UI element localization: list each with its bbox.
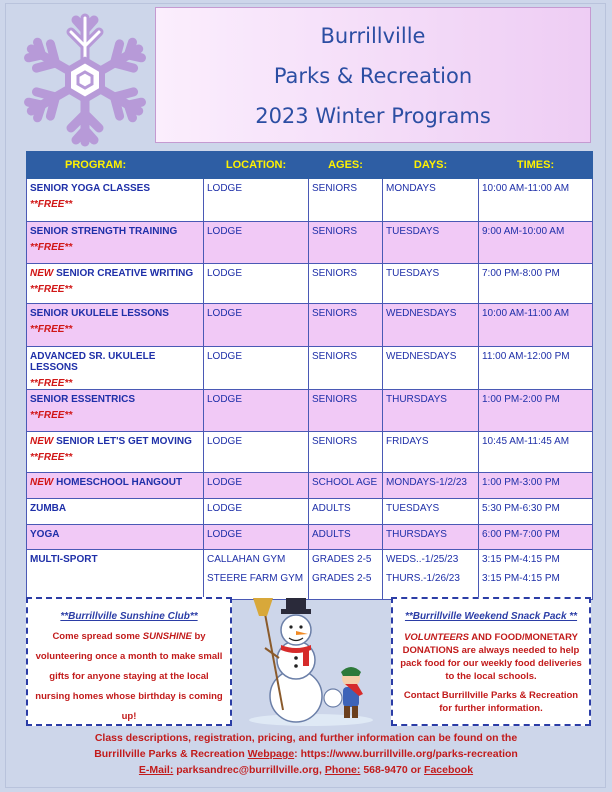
ages-cell: SCHOOL AGE — [309, 473, 383, 499]
days-cell: THURSDAYS — [383, 525, 479, 550]
table-row — [27, 264, 593, 304]
schedule-table — [26, 151, 593, 600]
email-address[interactable]: parksandrec@burrillville.org, — [173, 764, 325, 776]
title-line-org: Burrillville — [320, 24, 426, 48]
table-row — [27, 347, 593, 390]
table-row — [27, 222, 593, 264]
times-cell: 6:00 PM-7:00 PM — [479, 525, 593, 550]
program-cell: NEW SENIOR CREATIVE WRITING **FREE** — [27, 264, 204, 304]
col-header-days: DAYS: — [383, 152, 479, 179]
program-cell: NEW SENIOR LET'S GET MOVING **FREE** — [27, 432, 204, 473]
ages-cell: SENIORS — [309, 432, 383, 473]
table-row — [27, 473, 593, 499]
location-cell: LODGE — [204, 473, 309, 499]
program-cell: SENIOR ESSENTRICS **FREE** — [27, 390, 204, 432]
ages-cell: ADULTS — [309, 525, 383, 550]
days-cell: WEDS..-1/25/23 THURS.-1/26/23 — [383, 550, 479, 600]
snack-pack-contact: Contact Burrillville Parks & Recreation for further information. — [403, 690, 579, 714]
snack-pack-box — [391, 597, 591, 726]
times-cell: 1:00 PM-2:00 PM — [479, 390, 593, 432]
ages-cell: SENIORS — [309, 390, 383, 432]
location-cell: LODGE — [204, 347, 309, 390]
email-label: E-Mail: — [138, 764, 174, 776]
snowflake-icon — [15, 10, 155, 150]
times-cell: 5:30 PM-6:30 PM — [479, 499, 593, 525]
program-cell: ZUMBA — [27, 499, 204, 525]
table-row — [27, 179, 593, 222]
location-cell: CALLAHAN GYM STEERE FARM GYM — [204, 550, 309, 600]
title-banner — [155, 7, 591, 143]
times-cell: 1:00 PM-3:00 PM — [479, 473, 593, 499]
title-line-dept: Parks & Recreation — [273, 64, 473, 88]
footer-line-2: Burrillville Parks & Recreation Webpage: https://www.burrillville.org/parks-recreation — [94, 748, 518, 760]
footer-line-1: Class descriptions, registration, pricing, and further information can be found on the — [94, 732, 518, 744]
days-cell: TUESDAYS — [383, 499, 479, 525]
program-cell: SENIOR YOGA CLASSES **FREE** — [27, 179, 204, 222]
table-row — [27, 550, 593, 600]
times-cell: 11:00 AM-12:00 PM — [479, 347, 593, 390]
ages-cell: SENIORS — [309, 304, 383, 347]
program-cell: SENIOR STRENGTH TRAINING **FREE** — [27, 222, 204, 264]
ages-cell: ADULTS — [309, 499, 383, 525]
location-cell: LODGE — [204, 304, 309, 347]
days-cell: TUESDAYS — [383, 264, 479, 304]
location-cell: LODGE — [204, 499, 309, 525]
col-header-times: TIMES: — [479, 152, 593, 179]
ages-cell: SENIORS — [309, 347, 383, 390]
location-cell: LODGE — [204, 390, 309, 432]
title-line-season: 2023 Winter Programs — [255, 104, 491, 128]
days-cell: WEDNESDAYS — [383, 347, 479, 390]
times-cell: 3:15 PM-4:15 PM 3:15 PM-4:15 PM — [479, 550, 593, 600]
program-cell: NEW HOMESCHOOL HANGOUT — [27, 473, 204, 499]
days-cell: WEDNESDAYS — [383, 304, 479, 347]
col-header-location: LOCATION: — [204, 152, 309, 179]
program-cell: YOGA — [27, 525, 204, 550]
location-cell: LODGE — [204, 432, 309, 473]
phone-label: Phone: — [324, 764, 361, 776]
ages-cell: SENIORS — [309, 179, 383, 222]
program-cell: ADVANCED SR. UKULELE LESSONS **FREE** — [27, 347, 204, 390]
facebook-link[interactable]: Facebook — [424, 764, 474, 776]
times-cell: 7:00 PM-8:00 PM — [479, 264, 593, 304]
table-row — [27, 525, 593, 550]
times-cell: 10:45 AM-11:45 AM — [479, 432, 593, 473]
footer-line-3 — [0, 762, 612, 778]
location-cell: LODGE — [204, 222, 309, 264]
times-cell: 10:00 AM-11:00 AM — [479, 304, 593, 347]
ages-cell: SENIORS — [309, 264, 383, 304]
phone-number: 568-9470 or — [360, 764, 425, 776]
days-cell: MONDAYS — [383, 179, 479, 222]
table-row — [27, 390, 593, 432]
table-header-row — [27, 152, 593, 179]
table-row — [27, 304, 593, 347]
snack-pack-title: **Burrillville Weekend Snack Pack ** — [404, 611, 578, 622]
days-cell: MONDAYS-1/2/23 — [383, 473, 479, 499]
table-row — [27, 432, 593, 473]
webpage-link[interactable]: Webpage — [247, 748, 295, 760]
days-cell: FRIDAYS — [383, 432, 479, 473]
location-cell: LODGE — [204, 525, 309, 550]
ages-cell: SENIORS — [309, 222, 383, 264]
sunshine-club-title: **Burrillville Sunshine Club** — [60, 611, 198, 622]
times-cell: 9:00 AM-10:00 AM — [479, 222, 593, 264]
times-cell: 10:00 AM-11:00 AM — [479, 179, 593, 222]
sunshine-club-box — [26, 597, 232, 726]
footer-info — [0, 730, 612, 778]
days-cell: TUESDAYS — [383, 222, 479, 264]
program-cell: SENIOR UKULELE LESSONS **FREE** — [27, 304, 204, 347]
sunshine-club-text: Come spread some SUNSHINE by volunteering once a month to make small gifts for anyone staying at the local nursing homes whose birthday is coming up! — [35, 631, 223, 722]
location-cell: LODGE — [204, 179, 309, 222]
snowman-illustration — [241, 598, 383, 726]
days-cell: THURSDAYS — [383, 390, 479, 432]
program-cell: MULTI-SPORT — [27, 550, 204, 600]
col-header-program: PROGRAM: — [27, 152, 204, 179]
location-cell: LODGE — [204, 264, 309, 304]
col-header-ages: AGES: — [309, 152, 383, 179]
snack-pack-text: VOLUNTEERS AND FOOD/MONETARY DONATIONS are always needed to help pack food for our weekly food deliveries to the local schools. Contact Burrillville Parks & Recreation for further information. — [393, 631, 589, 715]
table-row — [27, 499, 593, 525]
ages-cell: GRADES 2-5 GRADES 2-5 — [309, 550, 383, 600]
